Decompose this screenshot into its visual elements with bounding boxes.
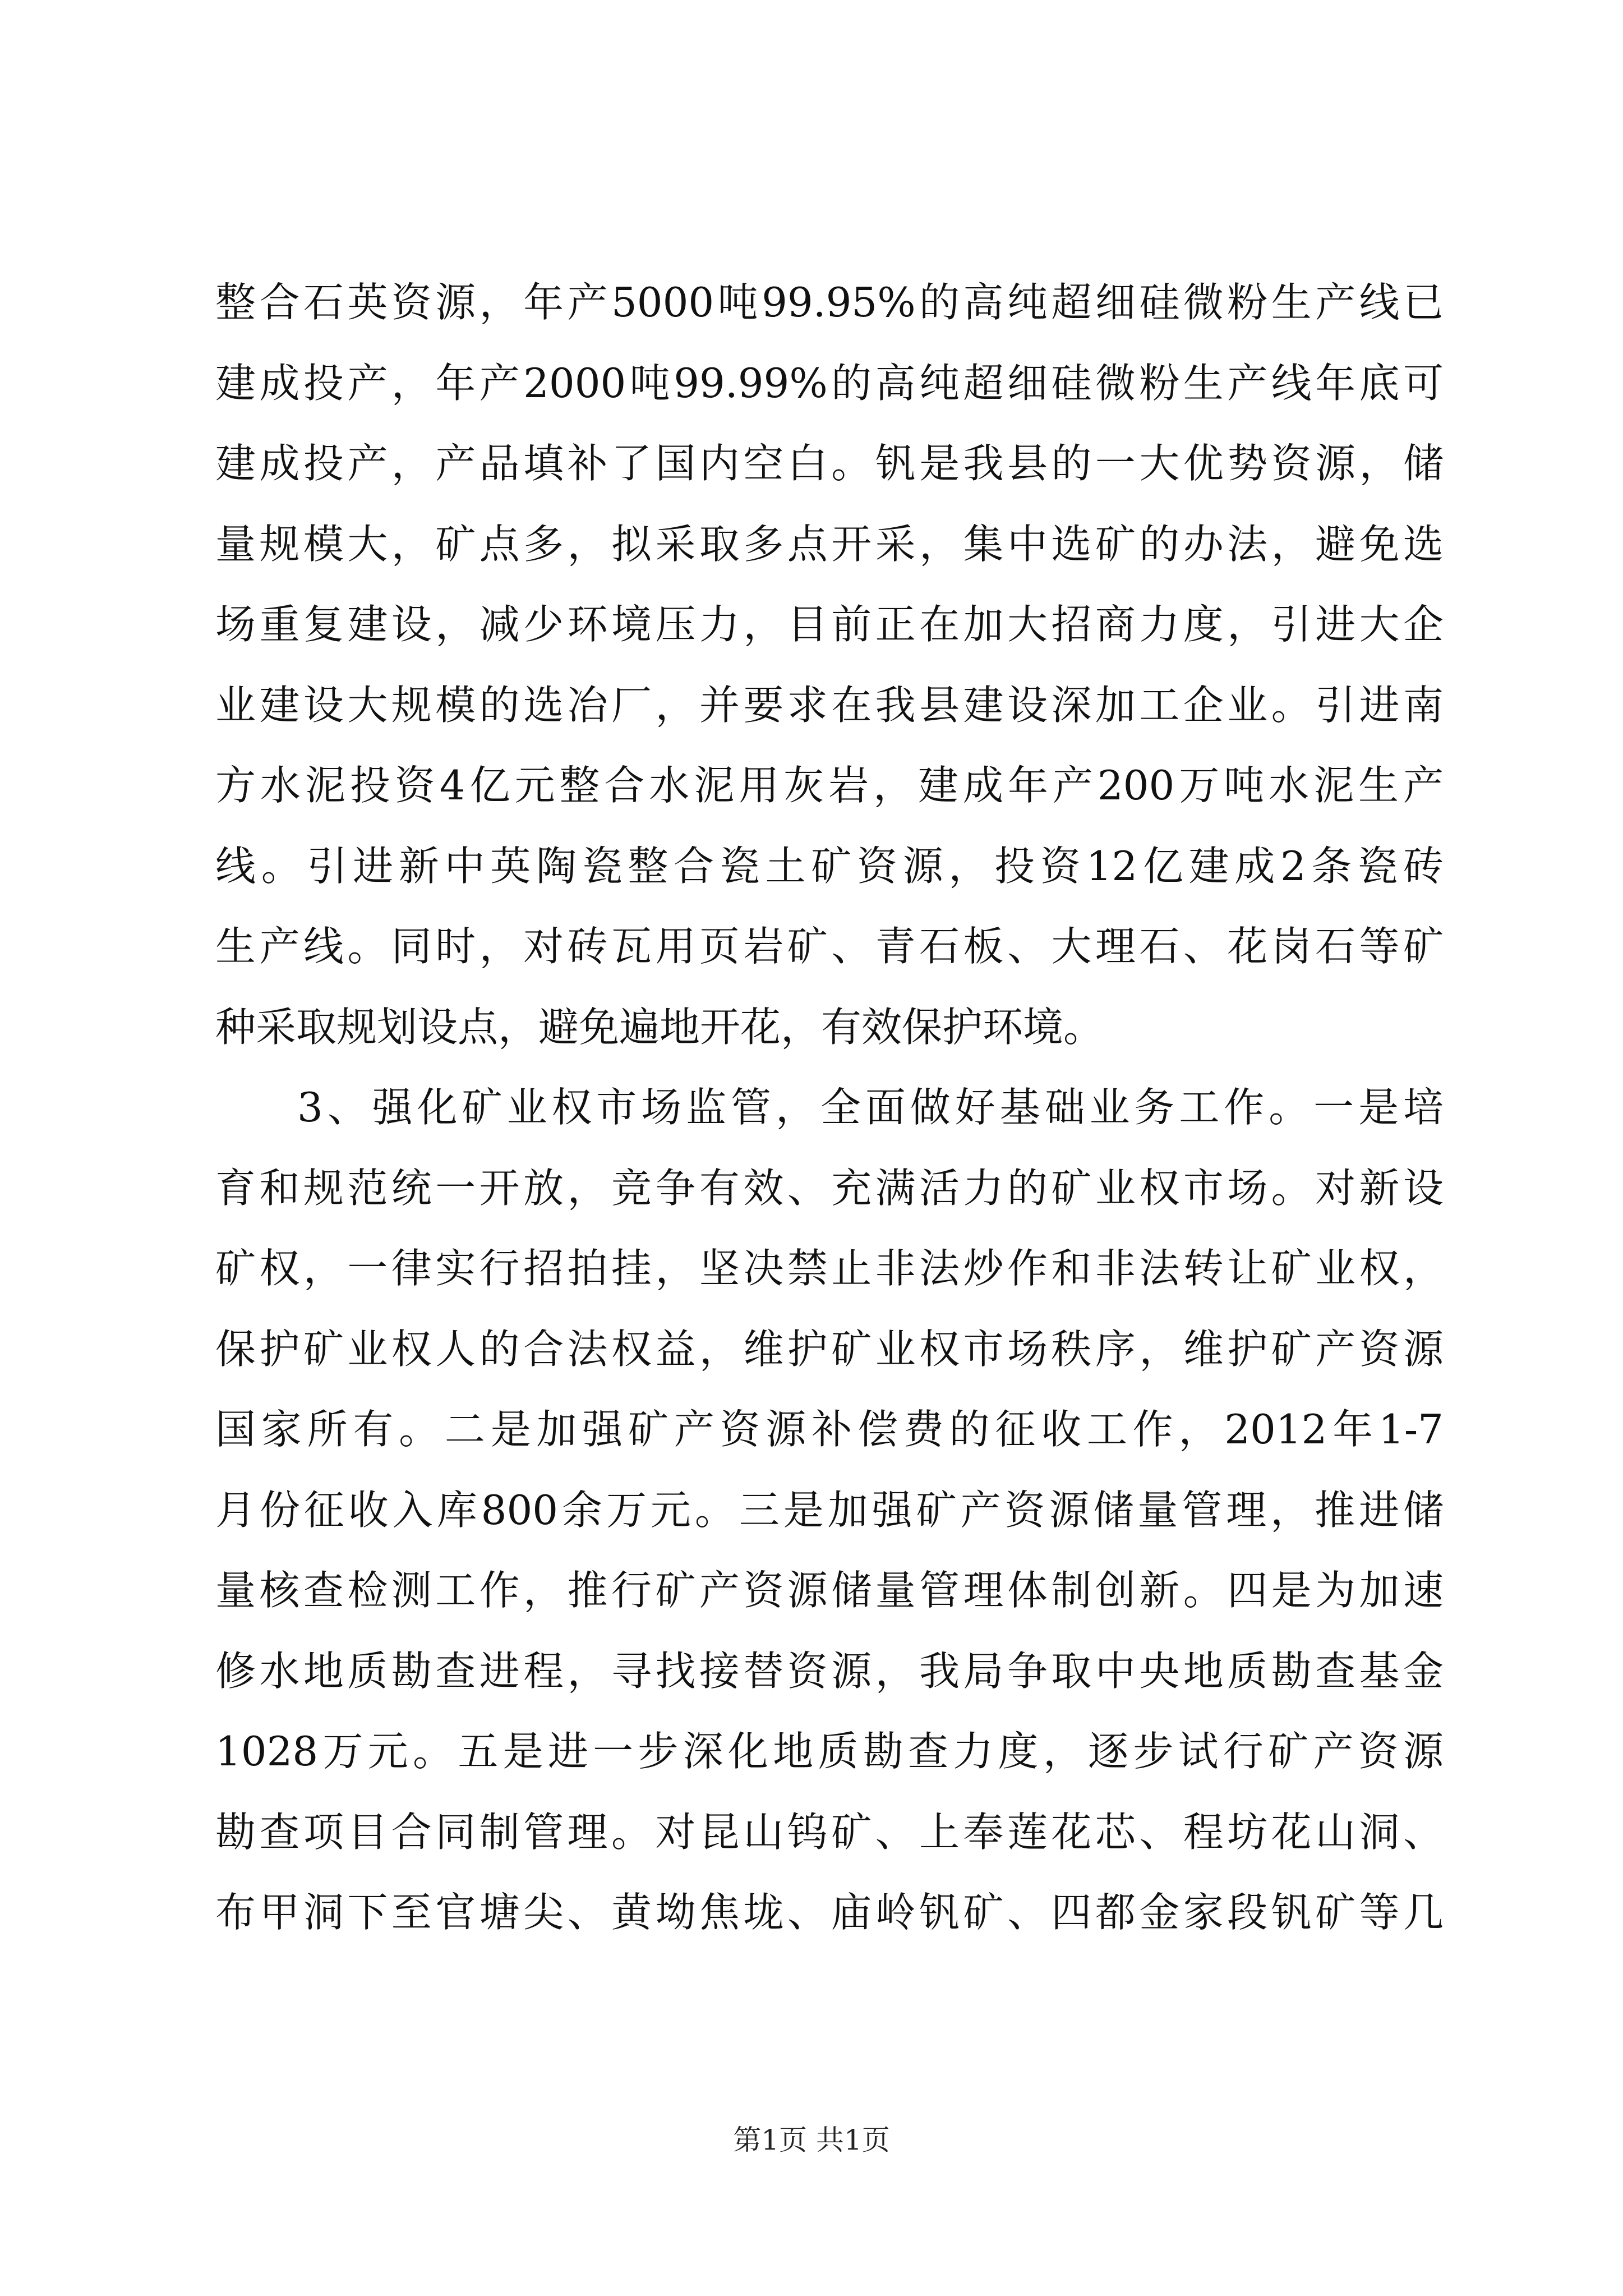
- text-line: 月份征收入库800余万元。三是加强矿产资源储量管理，推进储: [215, 1486, 1444, 1534]
- text-line: 建成投产，产品填补了国内空白。钒是我县的一大优势资源，储: [215, 440, 1444, 487]
- text-line: 保护矿业权人的合法权益，维护矿业权市场秩序，维护矿产资源: [215, 1325, 1444, 1373]
- text-line: 国家所有。二是加强矿产资源补偿费的征收工作，2012年1-7: [215, 1406, 1444, 1453]
- paragraph-first-line: 3、强化矿业权市场监管，全面做好基础业务工作。一是培: [297, 1084, 1444, 1131]
- text-line: 生产线。同时，对砖瓦用页岩矿、青石板、大理石、花岗石等矿: [215, 923, 1444, 970]
- page-footer: [0, 2120, 1623, 2160]
- text-line: 量核查检测工作，推行矿产资源储量管理体制创新。四是为加速: [215, 1567, 1444, 1614]
- text-line: 种采取规划设点，避免遍地开花，有效保护环境。: [215, 1003, 1104, 1051]
- text-line: 勘查项目合同制管理。对昆山钨矿、上奉莲花芯、程坊花山洞、: [215, 1808, 1444, 1856]
- page-number-label: 第1页 共1页: [733, 2124, 890, 2156]
- text-line: 矿权，一律实行招拍挂，坚决禁止非法炒作和非法转让矿业权，: [215, 1245, 1444, 1292]
- text-line: 量规模大，矿点多，拟采取多点开采，集中选矿的办法，避免选: [215, 520, 1444, 568]
- text-line: 建成投产，年产2000吨99.99%的高纯超细硅微粉生产线年底可: [215, 359, 1444, 407]
- text-line: 1028万元。五是进一步深化地质勘查力度，逐步试行矿产资源: [215, 1728, 1444, 1775]
- text-line: 场重复建设，减少环境压力，目前正在加大招商力度，引进大企: [215, 601, 1444, 648]
- text-line: 线。引进新中英陶瓷整合瓷土矿资源，投资12亿建成2条瓷砖: [215, 842, 1444, 890]
- text-line: 修水地质勘查进程，寻找接替资源，我局争取中央地质勘查基金: [215, 1647, 1444, 1695]
- text-line: 业建设大规模的选冶厂，并要求在我县建设深加工企业。引进南: [215, 681, 1444, 729]
- body-text: [215, 263, 1444, 1953]
- text-line: 方水泥投资4亿元整合水泥用灰岩，建成年产200万吨水泥生产: [215, 762, 1444, 809]
- text-line: 育和规范统一开放，竞争有效、充满活力的矿业权市场。对新设: [215, 1164, 1444, 1212]
- text-line: 整合石英资源，年产5000吨99.95%的高纯超细硅微粉生产线已: [215, 279, 1444, 326]
- text-line: 布甲洞下至官塘尖、黄坳焦垅、庙岭钒矿、四都金家段钒矿等几: [215, 1889, 1444, 1936]
